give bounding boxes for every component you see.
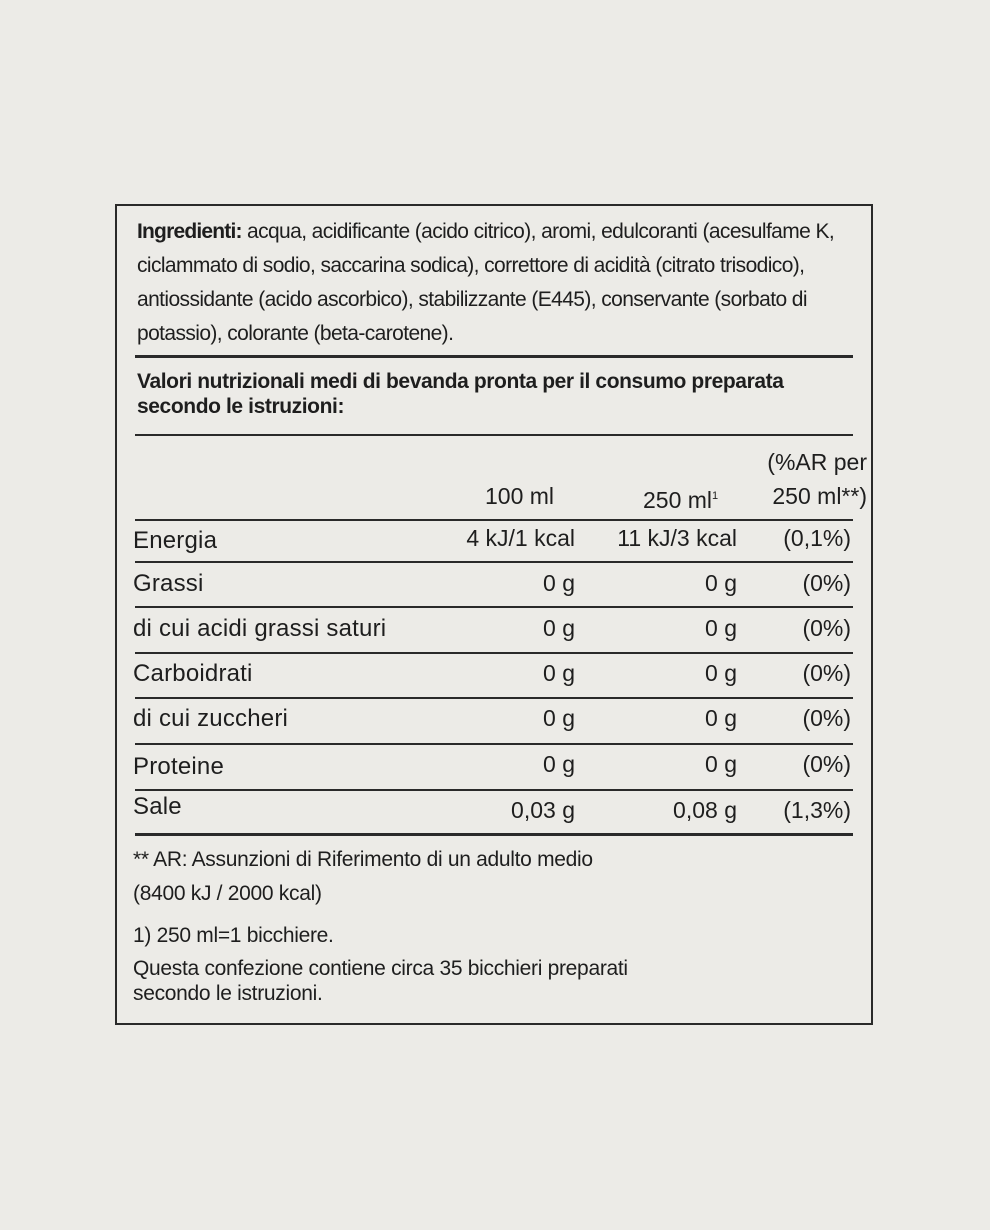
cell-energia-100ml: 4 kJ/1 kcal [466, 525, 575, 551]
cell-proteine-250ml: 0 g [705, 751, 737, 777]
ingredients-text [137, 215, 857, 351]
cell-carboidrati-250ml: 0 g [705, 660, 737, 686]
column-header-ar: (%AR per 250 ml**) [767, 449, 867, 509]
cell-sale-100ml: 0,03 g [511, 797, 575, 823]
divider [135, 519, 853, 521]
divider [135, 561, 853, 563]
divider [135, 833, 853, 836]
cell-saturi-250ml: 0 g [705, 615, 737, 641]
divider [135, 434, 853, 436]
divider [135, 697, 853, 699]
cell-zuccheri-100ml: 0 g [543, 705, 575, 731]
footnote-glass: 1) 250 ml=1 bicchiere. [133, 924, 334, 947]
divider [135, 606, 853, 608]
cell-grassi-ar: (0%) [802, 570, 851, 596]
cell-sale-ar: (1,3%) [783, 797, 851, 823]
cell-energia-250ml: 11 kJ/3 kcal [617, 525, 737, 551]
cell-grassi-250ml: 0 g [705, 570, 737, 596]
cell-saturi-ar: (0%) [802, 615, 851, 641]
row-label-sale: Sale [133, 793, 182, 820]
nutrition-label [115, 204, 873, 1025]
footnote-pack: Questa confezione contiene circa 35 bicchieri preparati secondo le istruzioni. [133, 957, 628, 1005]
row-label-energia: Energia [133, 527, 218, 554]
row-label-zuccheri: di cui zuccheri [133, 705, 289, 732]
cell-proteine-ar: (0%) [802, 751, 851, 777]
cell-grassi-100ml: 0 g [543, 570, 575, 596]
column-header-100ml: 100 ml [485, 483, 555, 509]
divider [135, 355, 853, 358]
divider [135, 652, 853, 654]
cell-proteine-100ml: 0 g [543, 751, 575, 777]
footnote-ar: ** AR: Assunzioni di Riferimento di un adulto medio (8400 kJ / 2000 kcal) [133, 848, 593, 905]
cell-zuccheri-ar: (0%) [802, 705, 851, 731]
row-label-grassi: Grassi [133, 570, 204, 597]
cell-zuccheri-250ml: 0 g [705, 705, 737, 731]
row-label-proteine: Proteine [133, 753, 224, 780]
cell-carboidrati-100ml: 0 g [543, 660, 575, 686]
divider [135, 789, 853, 791]
row-label-grassi-saturi: di cui acidi grassi saturi [133, 615, 387, 642]
divider [135, 743, 853, 745]
row-label-carboidrati: Carboidrati [133, 660, 253, 687]
footnote-marker: 1 [712, 490, 719, 502]
cell-carboidrati-ar: (0%) [802, 660, 851, 686]
nutrition-title: Valori nutrizionali medi di bevanda pronta per il consumo preparata secondo le istruzioni: [137, 370, 784, 418]
cell-sale-250ml: 0,08 g [673, 797, 737, 823]
cell-energia-ar: (0,1%) [783, 525, 851, 551]
column-header-250ml: 250 $ml^1$ [643, 487, 719, 513]
cell-saturi-100ml: 0 g [543, 615, 575, 641]
ingredients-list: acqua, acidificante (acido citrico), aromi, edulcoranti (acesulfame K, ciclammato di sodio, saccarina sodica), correttore di acidità (citrato trisodico), antiossidante (acido ascorbico), stabilizzante (E445), conservante (sorbato di potassio), colorante (beta-carotene). [137, 220, 835, 345]
ingredients-heading: Ingredienti: [137, 220, 242, 243]
